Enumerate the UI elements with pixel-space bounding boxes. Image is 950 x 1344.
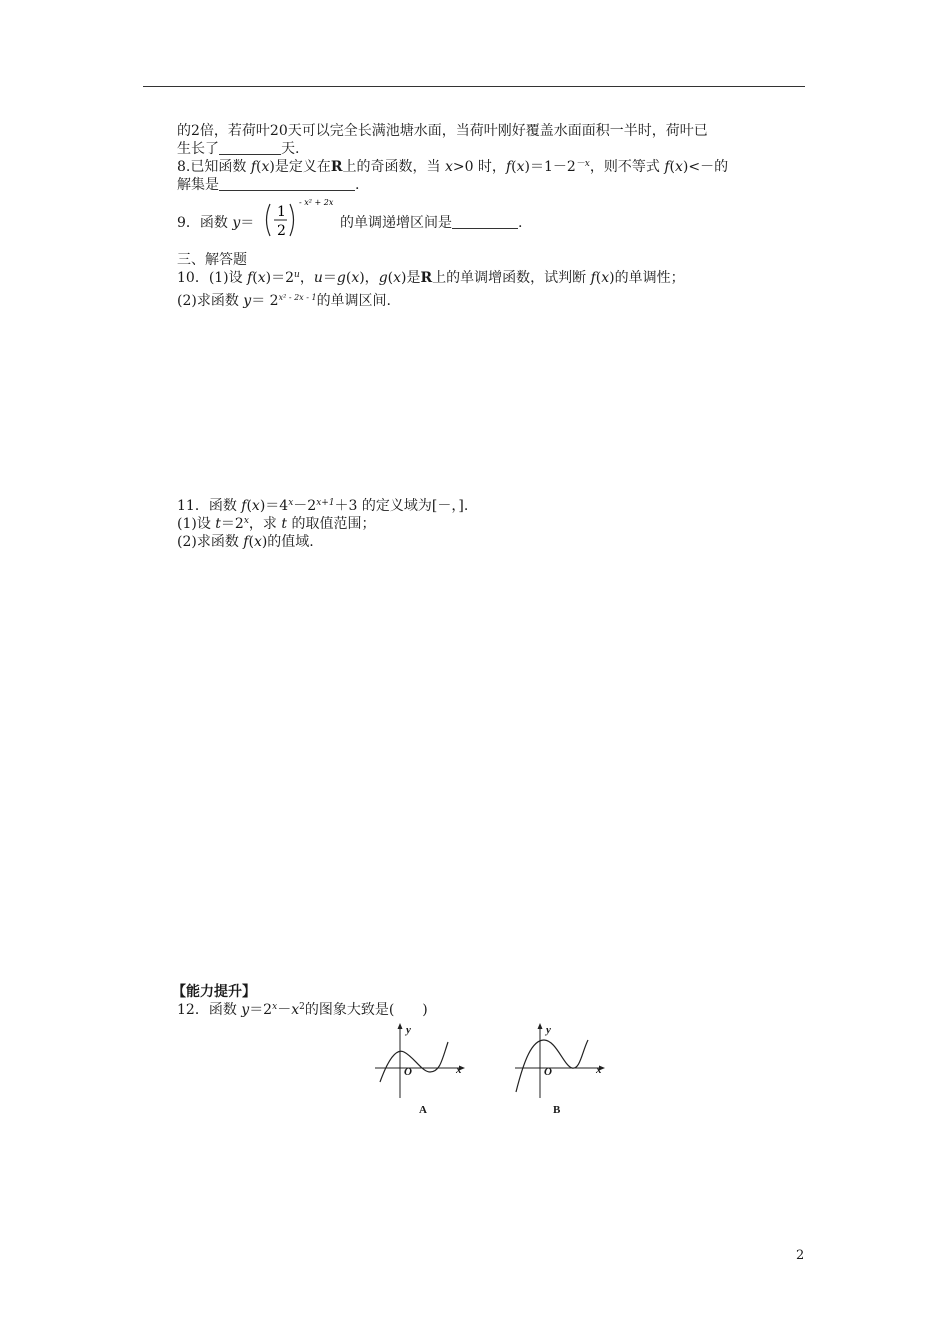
- question-8: 8.已知函数 f(x)是定义在R上的奇函数，当 x>0 时，$f(x)=1-2^{-x}$，则不等式 f(x)<－的: [177, 159, 729, 175]
- question-10-part2: (2)求函数 $y= 2^{x^2 - 2x - 1}$的单调区间.: [177, 293, 392, 309]
- option-label-a: A: [419, 1104, 427, 1116]
- x-axis-label: x: [456, 1064, 462, 1076]
- x-axis-label: x: [596, 1064, 602, 1076]
- y-axis-label: y: [546, 1024, 551, 1036]
- answer-blank: [219, 176, 355, 191]
- question-12: 12．函数 $y=2^x-x^2$的图象大致是( ): [177, 1002, 428, 1018]
- graph-option-b: [510, 1020, 610, 1116]
- question-11-part1: (1)设 $t=2^x$，求 t 的取值范围；: [177, 516, 376, 532]
- text-line-blank-days: 生长了 天.: [177, 141, 300, 157]
- graph-option-a: [370, 1020, 470, 1116]
- option-label-b: B: [553, 1104, 561, 1116]
- question-11-part2: (2)求函数 f(x)的值域.: [177, 534, 314, 550]
- answer-blank: [219, 140, 281, 155]
- question-11: 11．函数 $f(x)=4^x-2^{x+1}+3$ 的定义域为[－，].: [177, 498, 469, 514]
- page-number: 2: [796, 1248, 805, 1263]
- fraction-numerator: 1: [277, 204, 286, 220]
- question-10-part1: 10．(1)设 $f(x)=2^u$，u＝g(x)，g(x)是R上的单调增函数，试判断 f(x)的单调性；: [177, 270, 685, 286]
- exponent: - x² + 2x: [299, 198, 334, 207]
- question-9-suffix: 的单调递增区间是 .: [340, 215, 523, 231]
- origin-label: O: [544, 1066, 552, 1078]
- question-9-prefix: 9．函数 y＝: [177, 215, 255, 231]
- origin-label: O: [404, 1066, 412, 1078]
- y-axis-label: y: [406, 1024, 411, 1036]
- section-heading-ability: 【能力提升】: [172, 984, 256, 1000]
- answer-blank: [452, 214, 518, 229]
- fraction-denominator: 2: [277, 223, 286, 239]
- section-heading-3: 三、解答题: [177, 252, 247, 268]
- fraction-half-power: [257, 196, 347, 244]
- text-line-continuation: 的2倍，若荷叶20天可以完全长满池塘水面，当荷叶刚好覆盖水面面积一半时，荷叶已: [177, 123, 708, 139]
- header-rule: [143, 86, 805, 87]
- question-8-solution-set: 解集是 .: [177, 177, 360, 193]
